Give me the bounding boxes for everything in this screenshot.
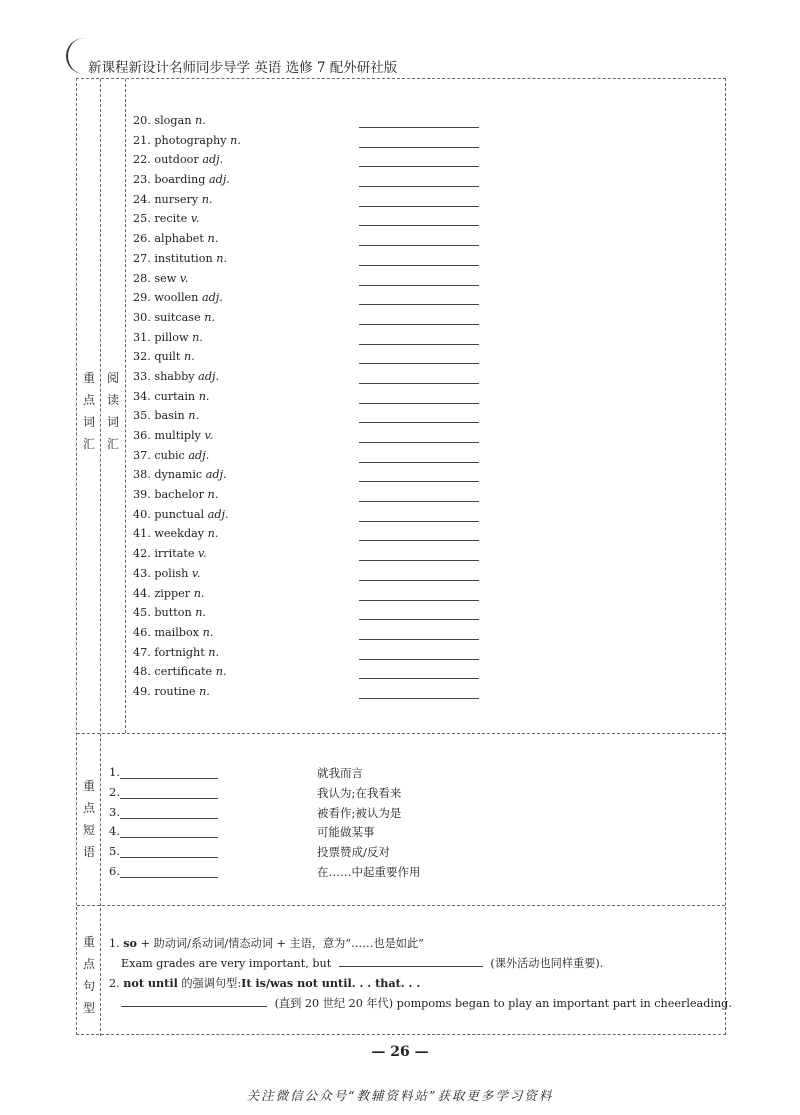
vocab-word: 26. alphabet: [133, 232, 204, 246]
key-sentences-label-char: 点: [82, 957, 95, 971]
vocab-word: 24. nursery: [133, 192, 199, 206]
vocab-answer-blank[interactable]: [359, 403, 479, 404]
vocab-entry: [133, 173, 230, 186]
vocab-entry: [133, 488, 218, 501]
vocab-answer-blank[interactable]: [359, 442, 479, 443]
section-label-key-sentences: [78, 931, 100, 1019]
vocab-row: [133, 664, 493, 684]
phrase-answer-blank[interactable]: [120, 778, 218, 779]
vocab-row: [133, 152, 493, 172]
vocab-part-of-speech: n.: [204, 310, 215, 324]
vocab-word: 27. institution: [133, 251, 213, 265]
vocab-word: 25. recite: [133, 212, 188, 226]
section-label-reading-vocabulary: [102, 367, 124, 455]
vocab-entry: [133, 153, 223, 166]
sentence-2-answer-blank[interactable]: [121, 1005, 267, 1007]
vocab-answer-blank[interactable]: [359, 245, 479, 246]
vocab-answer-blank[interactable]: [359, 206, 479, 207]
sentence-1-example-text: Exam grades are very important, but: [121, 957, 332, 970]
vocab-entry: [133, 193, 212, 206]
vocab-part-of-speech: n.: [216, 251, 227, 265]
vocab-part-of-speech: v.: [190, 212, 200, 226]
phrase-answer-blank[interactable]: [120, 818, 218, 819]
vocab-part-of-speech: adj.: [208, 173, 230, 187]
vocab-word: 37. cubic: [133, 448, 185, 462]
vocab-row: [133, 625, 493, 645]
vocab-entry: [133, 350, 195, 363]
vocab-entry: [133, 606, 206, 619]
phrase-number: 1.: [109, 765, 120, 779]
vocab-part-of-speech: adj.: [188, 448, 210, 462]
vocab-row: [133, 133, 493, 153]
vocab-word: 42. irritate: [133, 547, 195, 561]
vocab-entry: [133, 232, 218, 245]
vocab-row: [133, 487, 493, 507]
vocab-entry: [133, 429, 213, 442]
vocab-word: 29. woollen: [133, 291, 199, 305]
label-column-divider: [100, 79, 101, 1036]
phrase-meaning: 可能做某事: [317, 825, 375, 840]
vocab-entry: [133, 370, 219, 383]
vocab-part-of-speech: n.: [207, 488, 219, 502]
vocab-word: 41. weekday: [133, 527, 205, 541]
vocab-answer-blank[interactable]: [359, 698, 479, 699]
vocab-row: [133, 467, 493, 487]
key-phrases-label-char: 短: [82, 823, 95, 837]
vocab-word: 20. slogan: [133, 114, 192, 127]
vocab-entry: [133, 508, 229, 521]
vocab-entry: [133, 311, 215, 324]
vocab-answer-blank[interactable]: [359, 186, 479, 187]
vocab-row: [133, 192, 493, 212]
vocab-entry: [133, 449, 209, 462]
vocab-row: [133, 310, 493, 330]
vocab-row: [133, 271, 493, 291]
reading-vocabulary-label-char: 词: [106, 415, 119, 429]
vocab-word: 39. bachelor: [133, 488, 204, 502]
vocab-row: [133, 526, 493, 546]
vocab-part-of-speech: adj.: [202, 153, 224, 167]
phrase-number: 3.: [109, 804, 120, 819]
sentence-2-example: [121, 995, 732, 1011]
vocab-answer-blank[interactable]: [359, 422, 479, 423]
vocab-word: 46. mailbox: [133, 625, 199, 639]
phrase-row: [109, 765, 509, 785]
vocab-word: 49. routine: [133, 684, 196, 698]
vocab-row: [133, 448, 493, 468]
reading-vocabulary-label-char: 汇: [106, 437, 119, 451]
vocab-answer-blank[interactable]: [359, 383, 479, 384]
vocab-word: 38. dynamic: [133, 468, 203, 482]
vocab-entry: [133, 685, 210, 698]
vocab-word: 33. shabby: [133, 369, 195, 383]
vocab-row: [133, 428, 493, 448]
key-vocabulary-label-char: 汇: [82, 437, 95, 451]
sentence-2-keyword: not until: [123, 976, 178, 990]
section-divider-phrases-sentences: [77, 905, 725, 906]
sentence-1-heading: [109, 935, 424, 951]
vocab-answer-blank[interactable]: [359, 363, 479, 364]
phrase-row: [109, 864, 509, 884]
vocab-entry: [133, 646, 219, 659]
vocab-part-of-speech: n.: [195, 606, 206, 620]
vocab-answer-blank[interactable]: [359, 285, 479, 286]
vocab-part-of-speech: adj.: [201, 291, 223, 305]
sentence-2-heading: [109, 975, 420, 991]
header-decoration: [66, 38, 86, 74]
vocab-row: [133, 645, 493, 665]
vocab-entry: [133, 331, 203, 344]
vocab-word: 43. polish: [133, 566, 189, 580]
vocab-part-of-speech: v.: [179, 271, 189, 285]
vocab-entry: [133, 272, 188, 285]
phrase-meaning: 就我而言: [317, 766, 363, 780]
key-sentences-label-char: 重: [82, 935, 95, 949]
vocab-entry: [133, 468, 227, 481]
phrase-list: [109, 765, 509, 884]
vocab-entry: [133, 626, 213, 639]
key-phrases-label-char: 重: [82, 779, 95, 793]
phrase-number: 4.: [109, 824, 120, 839]
vocab-word: 48. certificate: [133, 665, 213, 679]
vocab-answer-blank[interactable]: [359, 619, 479, 620]
vocab-part-of-speech: n.: [193, 586, 205, 600]
vocab-answer-blank[interactable]: [359, 540, 479, 541]
vocab-entry: [133, 114, 206, 127]
key-vocabulary-label-char: 词: [82, 415, 95, 429]
sentence-1-number: 1.: [109, 937, 120, 950]
vocab-row: [133, 330, 493, 350]
vocab-part-of-speech: n.: [230, 133, 241, 147]
worksheet-frame: [76, 78, 732, 1035]
key-vocabulary-label-char: 点: [82, 393, 95, 407]
vocab-entry: [133, 134, 241, 147]
phrase-answer-blank[interactable]: [120, 837, 218, 838]
vocab-entry: [133, 409, 199, 422]
vocab-row: [133, 369, 493, 389]
vocab-entry: [133, 291, 223, 304]
phrase-number: 2.: [109, 784, 120, 799]
vocab-part-of-speech: n.: [195, 114, 206, 127]
vocab-word: 31. pillow: [133, 330, 189, 344]
sentence-1-example: [121, 955, 603, 971]
vocab-part-of-speech: n.: [202, 625, 214, 639]
phrase-row: [109, 805, 509, 825]
vocab-word: 40. punctual: [133, 507, 205, 521]
vocab-entry: [133, 567, 200, 580]
vocab-word: 44. zipper: [133, 586, 191, 600]
vocab-row: [133, 566, 493, 586]
vocab-row: [133, 113, 493, 133]
sentence-2-rule: 的强调句型:: [177, 977, 242, 990]
vocab-word: 45. button: [133, 606, 192, 620]
vocab-word: 22. outdoor: [133, 153, 199, 167]
reading-vocabulary-label-char: 读: [106, 393, 119, 407]
sentence-1-answer-blank[interactable]: [339, 965, 483, 967]
vocab-word: 28. sew: [133, 271, 177, 285]
phrase-number: 6.: [109, 863, 120, 878]
sentence-2-example-text: (直到 20 世纪 20 年代) pompoms began to play an important part in cheerleading.: [274, 997, 732, 1010]
vocab-part-of-speech: n.: [215, 665, 227, 679]
vocab-answer-blank[interactable]: [359, 521, 479, 522]
phrase-answer-blank[interactable]: [120, 857, 218, 858]
vocab-word: 32. quilt: [133, 350, 181, 364]
vocab-row: [133, 290, 493, 310]
vocab-part-of-speech: adj.: [205, 468, 227, 482]
phrase-meaning: 在……中起重要作用: [317, 864, 421, 879]
vocab-row: [133, 546, 493, 566]
key-sentences-label-char: 型: [82, 1001, 95, 1015]
vocab-row: [133, 172, 493, 192]
vocab-part-of-speech: adj.: [198, 369, 220, 383]
vocab-answer-blank[interactable]: [359, 462, 479, 463]
vocab-answer-blank[interactable]: [359, 147, 479, 148]
vocab-row: [133, 211, 493, 231]
vocab-entry: [133, 390, 209, 403]
sentence-2-pattern: It is/was not until. . . that. . .: [241, 976, 421, 990]
vocab-word: 35. basin: [133, 409, 185, 423]
footer-note: 关注微信公众号“教辅资料站”获取更多学习资料: [246, 1088, 554, 1103]
vocab-part-of-speech: v.: [198, 547, 207, 561]
reading-vocabulary-label-char: 阅: [106, 371, 119, 385]
vocab-answer-blank[interactable]: [359, 127, 479, 128]
vocab-answer-blank[interactable]: [359, 481, 479, 482]
vocab-answer-blank[interactable]: [359, 659, 479, 660]
phrase-meaning: 被看作;被认为是: [317, 805, 402, 820]
vocab-word: 34. curtain: [133, 389, 196, 403]
sentence-1-rule: + 助动词/系动词/情态动词 + 主语，意为“……也是如此”: [137, 937, 424, 950]
vocab-row: [133, 251, 493, 271]
vocab-part-of-speech: n.: [201, 192, 213, 206]
phrase-meaning: 投票赞成/反对: [317, 845, 390, 860]
vocab-word: 47. fortnight: [133, 645, 205, 659]
vocab-row: [133, 408, 493, 428]
vocab-part-of-speech: adj.: [207, 507, 229, 521]
phrase-row: [109, 785, 509, 805]
vocab-row: [133, 586, 493, 606]
vocab-answer-blank[interactable]: [359, 580, 479, 581]
phrase-meaning: 我认为;在我看来: [317, 785, 402, 800]
vocabulary-list: [133, 113, 493, 704]
vocab-answer-blank[interactable]: [359, 265, 479, 266]
phrase-answer-blank[interactable]: [120, 877, 218, 878]
key-phrases-label-char: 语: [82, 845, 95, 859]
vocab-answer-blank[interactable]: [359, 678, 479, 679]
vocab-part-of-speech: n.: [183, 350, 195, 364]
vocab-answer-blank[interactable]: [359, 560, 479, 561]
vocab-word: 23. boarding: [133, 173, 206, 187]
vocab-answer-blank[interactable]: [359, 600, 479, 601]
vocab-answer-blank[interactable]: [359, 639, 479, 640]
section-label-key-vocabulary: [78, 367, 100, 455]
vocab-answer-blank[interactable]: [359, 225, 479, 226]
key-vocabulary-label-char: 重: [82, 371, 95, 385]
vocab-row: [133, 605, 493, 625]
vocab-entry: [133, 252, 227, 265]
sentence-1-keyword: so: [123, 936, 138, 950]
vocab-entry: [133, 527, 218, 540]
phrase-number: 5.: [109, 844, 120, 859]
vocab-word: 36. multiply: [133, 429, 201, 442]
vocab-row: [133, 507, 493, 527]
vocab-answer-blank[interactable]: [359, 324, 479, 325]
vocab-row: [133, 231, 493, 251]
sentence-2-number: 2.: [109, 977, 120, 990]
vocab-part-of-speech: n.: [207, 527, 219, 541]
vocab-answer-blank[interactable]: [359, 166, 479, 167]
vocab-answer-blank[interactable]: [359, 304, 479, 305]
vocab-part-of-speech: n.: [199, 684, 210, 698]
vocab-part-of-speech: n.: [198, 389, 210, 403]
vocab-part-of-speech: n.: [192, 330, 203, 344]
vocab-part-of-speech: v.: [191, 566, 201, 580]
page-number: — 26 —: [371, 1044, 429, 1060]
phrase-answer-blank[interactable]: [120, 798, 218, 799]
vocab-part-of-speech: n.: [188, 409, 200, 423]
phrase-row: [109, 824, 509, 844]
vocab-part-of-speech: n.: [208, 645, 220, 659]
key-phrases-label-char: 点: [82, 801, 95, 815]
vocab-word: 21. photography: [133, 133, 227, 147]
vocab-part-of-speech: v.: [204, 429, 213, 442]
sentence-1-example-hint: (课外活动也同样重要).: [490, 957, 604, 970]
vocab-entry: [133, 665, 227, 678]
vocab-part-of-speech: n.: [207, 232, 219, 246]
vocab-entry: [133, 587, 204, 600]
vocab-answer-blank[interactable]: [359, 501, 479, 502]
section-label-key-phrases: [78, 775, 100, 863]
vocab-word: 30. suitcase: [133, 310, 201, 324]
vocab-row: [133, 349, 493, 369]
vocab-answer-blank[interactable]: [359, 344, 479, 345]
section-divider-vocab-phrases: [77, 733, 725, 734]
page-header-title: 新课程新设计名师同步导学 英语 选修 7 配外研社版: [88, 60, 398, 76]
vocab-row: [133, 389, 493, 409]
phrase-row: [109, 844, 509, 864]
vocab-entry: [133, 212, 199, 225]
vocab-entry: [133, 547, 207, 560]
key-sentences-label-char: 句: [82, 979, 95, 993]
vocab-row: [133, 684, 493, 704]
sublabel-column-divider: [125, 79, 126, 733]
